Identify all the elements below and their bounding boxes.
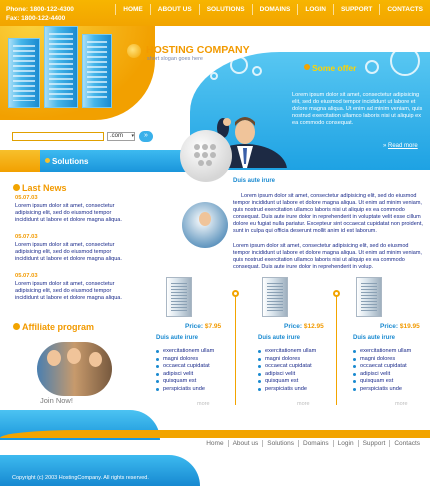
price-value: $12.95 bbox=[303, 323, 324, 330]
product-more-link[interactable]: more bbox=[197, 401, 210, 407]
footer-nav-contacts[interactable]: Contacts bbox=[389, 440, 424, 447]
footer-nav-domains[interactable]: Domains bbox=[298, 440, 333, 447]
footer-nav-about-us[interactable]: About us bbox=[228, 440, 263, 447]
list-item: quisquam est bbox=[353, 378, 411, 386]
nav-about-us[interactable]: ABOUT US bbox=[150, 4, 199, 15]
man-on-phone-photo bbox=[182, 202, 228, 248]
footer-wave-blue-bottom bbox=[0, 455, 200, 486]
price-label: Price: bbox=[284, 323, 303, 330]
price-label: Price: bbox=[380, 323, 399, 330]
footer-wave-orange bbox=[0, 430, 430, 438]
price-value: $19.95 bbox=[399, 323, 420, 330]
divider-dot bbox=[232, 290, 239, 297]
footer-nav-solutions[interactable]: Solutions bbox=[262, 440, 298, 447]
product-features bbox=[258, 348, 316, 394]
logo-name[interactable]: HOSTING COMPANY bbox=[146, 44, 250, 56]
divider-dot bbox=[333, 290, 340, 297]
disk-dot bbox=[194, 144, 200, 150]
disk-dot bbox=[202, 144, 208, 150]
news-text[interactable]: Lorem ipsum dolor sit amet, consectetur adipisicing elit, sed do eiusmod tempor incididunt ut labore et dolore magna aliqua. bbox=[15, 242, 122, 262]
person-face bbox=[199, 212, 211, 226]
domain-check-label: CHECK DOMAIN NAME: bbox=[12, 123, 75, 129]
list-item: exercitationem ullam bbox=[353, 348, 411, 356]
logo-icon bbox=[127, 44, 141, 58]
nav-contacts[interactable]: CONTACTS bbox=[379, 4, 430, 15]
bubble-decoration bbox=[230, 56, 248, 74]
footer-nav-login[interactable]: Login bbox=[333, 440, 358, 447]
product-price bbox=[380, 323, 420, 330]
read-more-link[interactable]: » Read more bbox=[383, 143, 418, 149]
product-title: Duis aute irure bbox=[156, 335, 199, 341]
chevron-down-icon: ▾ bbox=[131, 133, 134, 139]
price-value: $7.95 bbox=[204, 323, 222, 330]
server-tower-image bbox=[262, 277, 288, 317]
product-more-link[interactable]: more bbox=[395, 401, 408, 407]
tld-value: .com bbox=[110, 133, 124, 139]
product-price bbox=[185, 323, 221, 330]
server-rack bbox=[8, 38, 40, 108]
servers-illustration bbox=[8, 20, 113, 115]
logo-slogan: short slogan goes here bbox=[147, 56, 203, 62]
join-now-button[interactable]: Join Now! bbox=[40, 396, 73, 405]
disk-dot bbox=[202, 152, 208, 158]
person-face bbox=[67, 348, 81, 364]
news-text[interactable]: Lorem ipsum dolor sit amet, consectetur adipisicing elit, sed do eiusmod tempor incididunt ut labore et dolore magna aliqua. bbox=[15, 203, 122, 223]
product-features bbox=[156, 348, 214, 394]
domain-name-input[interactable] bbox=[12, 132, 104, 141]
divider bbox=[235, 293, 236, 405]
price-label: Price: bbox=[185, 323, 204, 330]
person-face bbox=[89, 352, 102, 367]
product-title: Duis aute irure bbox=[353, 335, 396, 341]
tld-select[interactable] bbox=[107, 132, 135, 141]
server-tower-image bbox=[356, 277, 382, 317]
offer-title: Some offer bbox=[312, 63, 357, 73]
list-item: perspiciatis unde bbox=[258, 386, 316, 394]
footer-nav-home[interactable]: Home bbox=[206, 440, 224, 447]
bubble-decoration bbox=[390, 52, 420, 76]
offer-text: Lorem ipsum dolor sit amet, consectetur adipisicing elit, sed do eiusmod tempor incididunt ut labore et dolore magna aliqua. Ut enim ad minim veniam, quis nostrud exercitation ullamco laboris nisi ut aliquip ex ea commodo consequat. bbox=[292, 92, 423, 126]
nav-solutions[interactable]: SOLUTIONS bbox=[199, 4, 252, 15]
bubble-decoration bbox=[210, 72, 218, 80]
list-item: magni dolores bbox=[156, 356, 214, 364]
phone-number: Phone: 1800-122-4300 bbox=[6, 6, 74, 13]
nav-home[interactable]: HOME bbox=[115, 4, 150, 15]
footer-nav-support[interactable]: Support bbox=[358, 440, 390, 447]
nav-domains[interactable]: DOMAINS bbox=[252, 4, 298, 15]
person-face bbox=[47, 350, 61, 366]
main-title: Duis aute irure bbox=[233, 178, 276, 184]
solutions-link[interactable]: Solutions bbox=[52, 157, 89, 166]
news-date: 05.07.03 bbox=[15, 234, 38, 240]
bubble-decoration bbox=[365, 60, 379, 74]
news-date: 05.07.03 bbox=[15, 273, 38, 279]
list-item: adipisci velit bbox=[353, 371, 411, 379]
list-item: magni dolores bbox=[258, 356, 316, 364]
product-title: Duis aute irure bbox=[258, 335, 301, 341]
bubble-decoration bbox=[252, 66, 262, 76]
affiliate-heading: Affiliate program bbox=[22, 322, 95, 332]
domain-check-button[interactable]: » bbox=[139, 131, 153, 142]
list-item: occaecat cupidatat bbox=[258, 363, 316, 371]
list-item: occaecat cupidatat bbox=[353, 363, 411, 371]
news-date: 05.07.03 bbox=[15, 195, 38, 201]
news-heading: Last News bbox=[22, 183, 67, 193]
list-item: perspiciatis unde bbox=[156, 386, 214, 394]
product-features bbox=[353, 348, 411, 394]
copyright: Copyright (c) 2003 HostingCompany. All rights reserved. bbox=[12, 475, 149, 481]
fax-number: Fax: 1800-122-4400 bbox=[6, 15, 66, 22]
main-paragraph-2: Lorem ipsum dolor sit amet, consectetur adipisicing elit, sed do eiusmod tempor incididunt ut labore et dolore magna aliqua. Ut enim ad minim veniam, quis nostrud exercitation ullamco laboris nisi ut aliquip ex ea commodo consequat. Duis aute irure dolor in reprehenderit in volup. bbox=[233, 243, 422, 270]
top-nav bbox=[115, 4, 430, 15]
nav-support[interactable]: SUPPORT bbox=[333, 4, 379, 15]
product-more-link[interactable]: more bbox=[297, 401, 310, 407]
disk-dot bbox=[210, 144, 216, 150]
disk-dot bbox=[194, 152, 200, 158]
list-item: adipisci velit bbox=[156, 371, 214, 379]
read-more-label: Read more bbox=[388, 143, 418, 149]
disk-dot bbox=[210, 152, 216, 158]
disk-dot bbox=[198, 160, 204, 166]
affiliate-photo bbox=[37, 342, 112, 396]
list-item: exercitationem ullam bbox=[258, 348, 316, 356]
nav-login[interactable]: LOGIN bbox=[297, 4, 333, 15]
list-item: perspiciatis unde bbox=[353, 386, 411, 394]
main-paragraph-1: Lorem ipsum dolor sit amet, consectetur adipisicing elit, sed do eiusmod tempor incididunt ut labore et dolore magna aliqua. Ut enim ad minim veniam, quis nostrud exercitation ullamco laboris nisi ut aliquip ex ea commodo consequat. Duis aute irure dolor in reprehenderit in voluptate velit esse cillum dolore eu fugiat nulla pariatur. Excepteur sint occaecat cupidatat non proident, sunt in culpa qui officia deserunt mollit anim id est laborum. bbox=[233, 193, 423, 234]
server-tower-image bbox=[166, 277, 192, 317]
divider bbox=[336, 293, 337, 405]
product-price bbox=[284, 323, 324, 330]
footer-nav bbox=[202, 440, 424, 447]
server-rack bbox=[82, 34, 112, 108]
list-item: quisquam est bbox=[258, 378, 316, 386]
news-text[interactable]: Lorem ipsum dolor sit amet, consectetur adipisicing elit, sed do eiusmod tempor incididunt ut labore et dolore magna aliqua. bbox=[15, 281, 122, 301]
solutions-bar-accent bbox=[0, 150, 40, 172]
list-item: quisquam est bbox=[156, 378, 214, 386]
list-item: occaecat cupidatat bbox=[156, 363, 214, 371]
list-item: exercitationem ullam bbox=[156, 348, 214, 356]
disk-dot bbox=[206, 160, 212, 166]
disk-graphic bbox=[180, 130, 232, 182]
server-rack bbox=[44, 26, 78, 108]
list-item: magni dolores bbox=[353, 356, 411, 364]
list-item: adipisci velit bbox=[258, 371, 316, 379]
